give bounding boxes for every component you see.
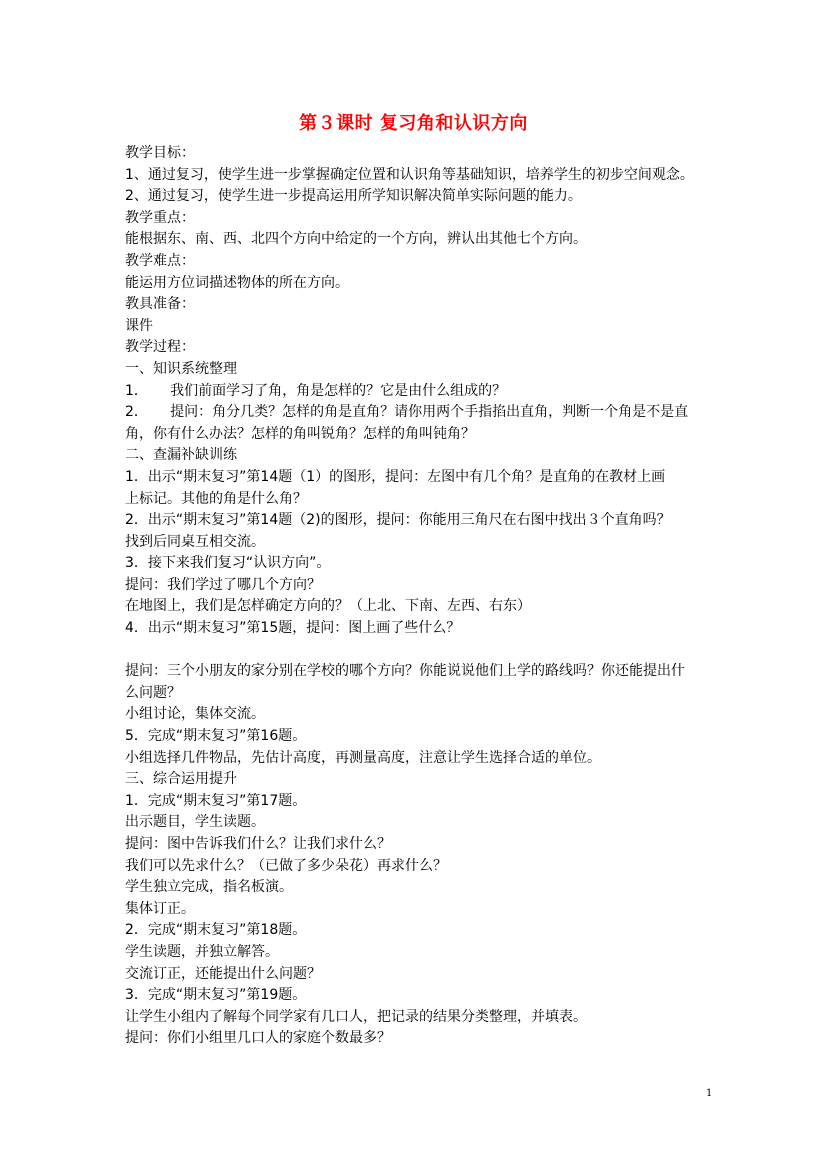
text-line: 4．出示“期末复习”第15题，提问：图上画了些什么？ <box>125 620 461 637</box>
text-line: 教学目标： <box>125 145 195 161</box>
text-line: 小组讨论，集体交流。 <box>125 706 265 723</box>
text-line: 教学过程： <box>125 339 195 356</box>
text-line: 2．完成“期末复习”第18题。 <box>125 922 307 939</box>
text-line: 能根据东、南、西、北四个方向中给定的一个方向，辨认出其他七个方向。 <box>125 231 587 248</box>
text-line: 交流订正，还能提出什么问题？ <box>125 965 321 982</box>
text-line: 么问题？ <box>125 684 181 701</box>
text-line: 上标记。其他的角是什么角？ <box>125 490 307 507</box>
text-line: 3．接下来我们复习“认识方向”。 <box>125 555 331 572</box>
text-line: 我们可以先求什么？（已做了多少朵花）再求什么？ <box>125 857 447 874</box>
text-line: 提问：你们小组里几口人的家庭个数最多？ <box>125 1030 391 1047</box>
text-line: 出示题目，学生读题。 <box>125 814 265 831</box>
text-line: 1．出示“期末复习”第14题（1）的图形，提问：左图中有几个角？是直角的在教材上画 <box>125 468 666 485</box>
text-line: 三、综合运用提升 <box>125 771 237 788</box>
text-line: 教具准备： <box>125 296 195 313</box>
text-line: 提问：我们学过了哪几个方向？ <box>125 576 321 593</box>
text-line: 让学生小组内了解每个同学家有几口人，把记录的结果分类整理，并填表。 <box>125 1008 587 1025</box>
blank-line <box>125 640 715 662</box>
text-line: 在地图上，我们是怎样确定方向的？（上北、下南、左西、右东） <box>125 598 531 615</box>
text-line: 提问：三个小朋友的家分别在学校的哪个方向？你能说说他们上学的路线吗？你还能提出什 <box>125 663 685 680</box>
text-line: 学生独立完成，指名板演。 <box>125 879 293 896</box>
text-line: 2、通过复习，使学生进一步提高运用所学知识解决简单实际问题的能力。 <box>125 188 582 205</box>
text-line: 提问：图中告诉我们什么？让我们求什么？ <box>125 836 391 852</box>
text-line: 角，你有什么办法？怎样的角叫锐角？怎样的角叫钝角？ <box>125 425 475 442</box>
text-line: 课件 <box>125 317 153 334</box>
text-line: 2．出示“期末复习”第14题（2)的图形，提问：你能用三角尺在右图中找出３个直角吗？ <box>125 512 671 529</box>
text-line: 3．完成“期末复习”第19题。 <box>125 987 307 1004</box>
document-body <box>125 143 715 1050</box>
text-line: 1、通过复习，使学生进一步掌握确定位置和认识角等基础知识，培养学生的初步空间观念。 <box>125 166 694 183</box>
text-line: 教学重点： <box>125 209 195 226</box>
text-line: 2． 提问：角分几类？怎样的角是直角？请你用两个手指掐出直角，判断一个角是不是直 <box>125 404 689 421</box>
text-line: 1． 我们前面学习了角，角是怎样的？它是由什么组成的？ <box>125 382 507 399</box>
text-line: 教学难点： <box>125 252 195 269</box>
text-line: 1．完成“期末复习”第17题。 <box>125 792 307 809</box>
page-number: 1 <box>706 1088 713 1099</box>
text-line: 学生读题，并独立解答。 <box>125 943 279 960</box>
text-line: 能运用方位词描述物体的所在方向。 <box>125 274 349 291</box>
text-line: 一、知识系统整理 <box>125 360 237 377</box>
text-line: 找到后同桌互相交流。 <box>125 533 265 550</box>
text-line: 5．完成“期末复习”第16题。 <box>125 728 307 745</box>
page-title: 第３课时 复习角和认识方向 <box>299 113 528 134</box>
text-line: 二、查漏补缺训练 <box>125 447 237 464</box>
text-line: 小组选择几件物品，先估计高度，再测量高度，注意让学生选择合适的单位。 <box>125 749 601 766</box>
text-line: 集体订正。 <box>125 900 195 917</box>
